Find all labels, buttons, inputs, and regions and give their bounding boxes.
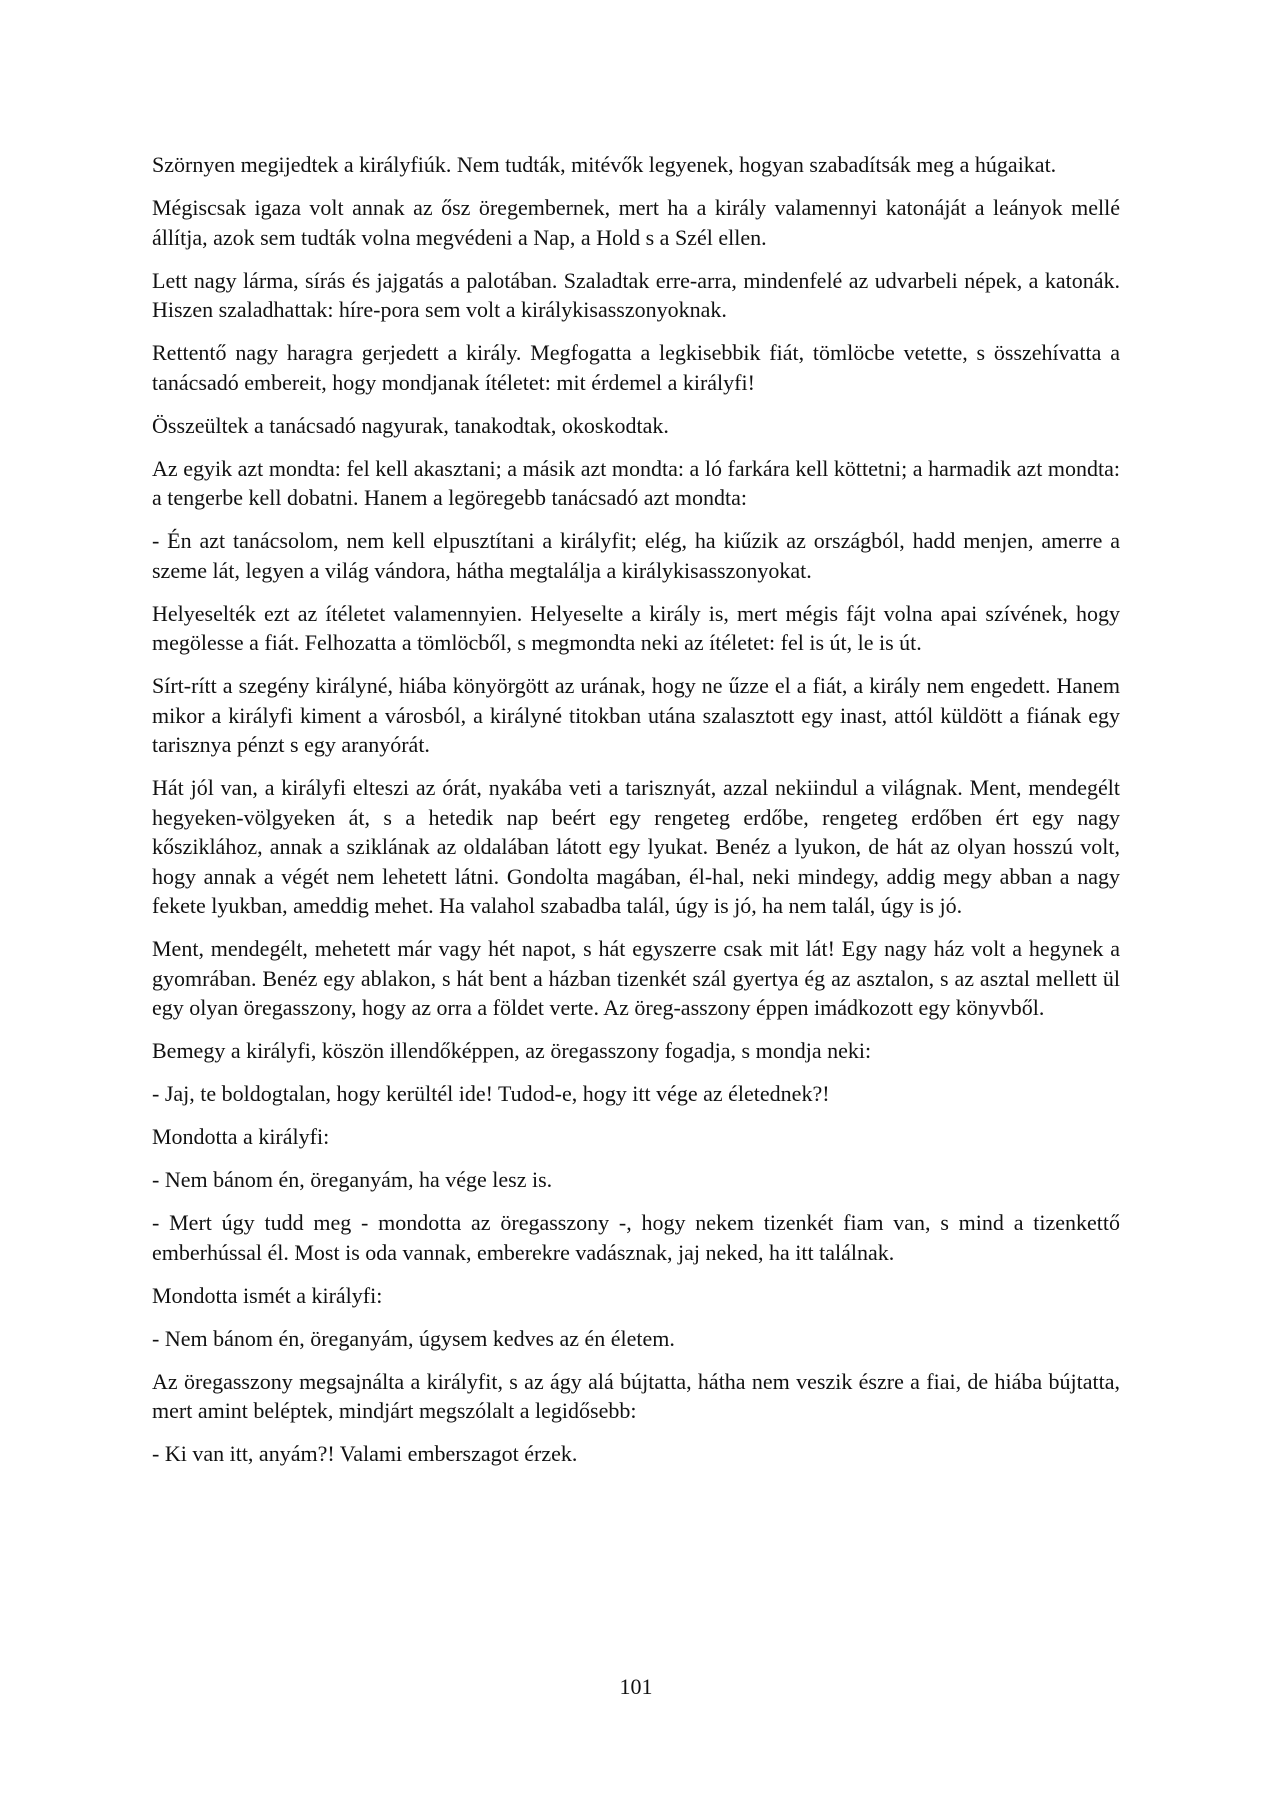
paragraph: Az öregasszony megsajnálta a királyfit, s az ágy alá bújtatta, hátha nem veszik észre a fiai, de hiába bújtatta, mert amint beléptek, mindjárt megszólalt a legidősebb: — [152, 1368, 1120, 1423]
paragraph: Mondotta ismét a királyfi: — [152, 1282, 383, 1308]
paragraph: Hát jól van, a királyfi elteszi az órát, nyakába veti a tarisznyát, azzal nekiindul a világnak. Ment, mendegélt hegyeken-völgyeken át, s a hetedik nap beért egy rengeteg erdőbe, rengeteg erdőben ért egy nagy kősziklához, annak a sziklának az oldalában látott egy lyukat. Benéz a lyukon, de hát az olyan hosszú volt, hogy annak a végét nem lehetett látni. Gondolta magában, él-hal, neki mindegy, addig megy abban a nagy fekete lyukban, ameddig mehet. Ha valahol szabadba talál, úgy is jó, ha nem talál, úgy is jó. — [152, 775, 1120, 918]
paragraph: - Ki van itt, anyám?! Valami emberszagot érzek. — [152, 1441, 578, 1466]
paragraph: Sírt-rítt a szegény királyné, hiába könyörgött az urának, hogy ne űzze el a fiát, a király nem engedett. Hanem mikor a királyfi kiment a városból, a királyné titokban utána szalasztott egy inast, attól küldött a fiának egy tarisznya pénzt s egy aranyórát. — [152, 673, 1120, 757]
paragraph: Bemegy a királyfi, köszön illendőképpen, az öregasszony fogadja, s mondja neki: — [152, 1038, 872, 1063]
paragraph: Összeültek a tanácsadó nagyurak, tanakodtak, okoskodtak. — [152, 412, 669, 438]
paragraph: - Nem bánom én, öreganyám, ha vége lesz is. — [152, 1167, 553, 1192]
paragraph: Ment, mendegélt, mehetett már vagy hét napot, s hát egyszerre csak mit lát! Egy nagy ház volt a hegynek a gyomrában. Benéz egy ablakon, s hát bent a házban tizenkét szál gyertya ég az asztalon, s az asztal mellett ül egy olyan öregasszony, hogy az orra a földet verte. Az öreg-asszony éppen imádkozott egy könyvből. — [152, 936, 1120, 1020]
page-number: 101 — [619, 1674, 653, 1699]
paragraph: Lett nagy lárma, sírás és jajgatás a palotában. Szaladtak erre-arra, mindenfelé az udvarbeli népek, a katonák. Hiszen szaladhattak: híre-pora sem volt a királykisasszonyoknak. — [152, 267, 1120, 322]
paragraph: Helyeselték ezt az ítéletet valamennyien. Helyeselte a király is, mert mégis fájt volna apai szívének, hogy megölesse a fiát. Felhozatta a tömlöcből, s megmondta neki az ítéletet: fel is út, le is út. — [152, 600, 1120, 655]
paragraph: - Én azt tanácsolom, nem kell elpusztítani a királyfit; elég, ha kiűzik az országból, hadd menjen, amerre a szeme lát, legyen a világ vándora, hátha megtalálja a királykisasszonyokat. — [152, 528, 1120, 583]
paragraph: - Jaj, te boldogtalan, hogy kerültél ide! Tudod-e, hogy itt vége az életednek?! — [152, 1081, 830, 1106]
paragraph: - Mert úgy tudd meg - mondotta az öregasszony -, hogy nekem tizenkét fiam van, s mind a tizenkettő emberhússal él. Most is oda vannak, emberekre vadásznak, jaj neked, ha itt találnak. — [152, 1210, 1120, 1265]
page-body — [152, 150, 1120, 1482]
paragraph: Mégiscsak igaza volt annak az ősz öregembernek, mert ha a király valamennyi katonáját a leányok mellé állítja, azok sem tudták volna megvédeni a Nap, a Hold s a Szél ellen. — [152, 195, 1120, 250]
paragraph: - Nem bánom én, öreganyám, úgysem kedves az én életem. — [152, 1325, 675, 1351]
paragraph: Mondotta a királyfi: — [152, 1124, 330, 1149]
paragraph: Az egyik azt mondta: fel kell akasztani; a másik azt mondta: a ló farkára kell köttetni; a harmadik azt mondta: a tengerbe kell dobatni. Hanem a legöregebb tanácsadó azt mondta: — [152, 455, 1120, 510]
paragraph: Szörnyen megijedtek a királyfiúk. Nem tudták, mitévők legyenek, hogyan szabadítsák meg a húgaikat. — [152, 152, 1057, 177]
paragraph: Rettentő nagy haragra gerjedett a király. Megfogatta a legkisebbik fiát, tömlöcbe vetette, s összehívatta a tanácsadó embereit, hogy mondjanak ítéletet: mit érdemel a királyfi! — [152, 340, 1120, 395]
